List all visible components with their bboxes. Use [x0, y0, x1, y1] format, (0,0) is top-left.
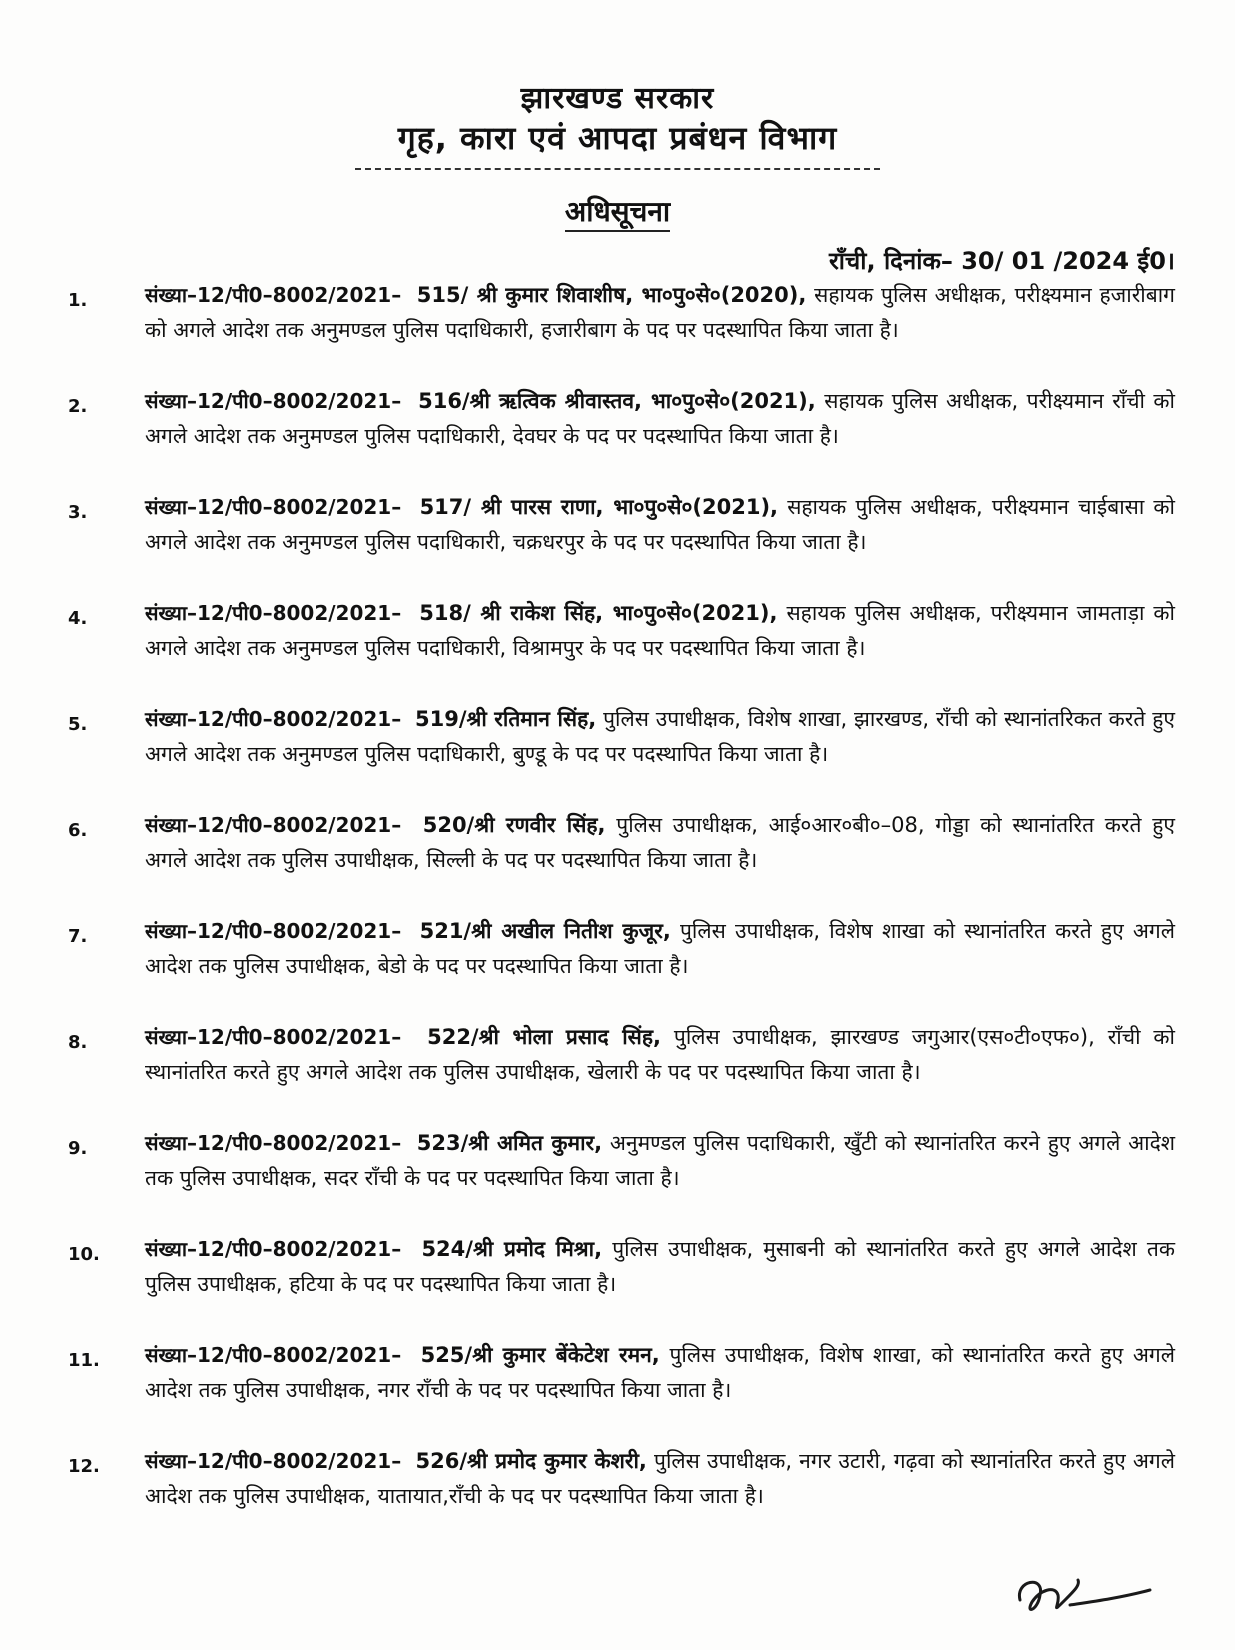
entry-text: पुलिस उपाधीक्षक, नगर उटारी, गढ़वा को स्थानांतरित करते हुए अगले आदेश तक पुलिस उपाधीक्षक, यातायात,राँची के पद पर पदस्थापित किया जाता है।: [145, 1449, 1175, 1508]
entry-text: सहायक पुलिस अधीक्षक, परीक्ष्यमान राँची को अगले आदेश तक अनुमण्डल पुलिस पदाधिकारी, देवघर के पद पर पदस्थापित किया जाता है।: [145, 389, 1175, 448]
entry-reference: संख्या–12/पी0–8002/2021–: [145, 283, 402, 307]
entry-body: [145, 596, 1175, 666]
entry-reference: संख्या–12/पी0–8002/2021–: [145, 919, 402, 943]
entry-text: सहायक पुलिस अधीक्षक, परीक्ष्यमान हजारीबाग को अगले आदेश तक अनुमण्डल पुलिस पदाधिकारी, हजारीबाग के पद पर पदस्थापित किया जाता है।: [145, 283, 1175, 342]
entry-number: 6.: [68, 820, 88, 841]
entry-number: 3.: [68, 502, 88, 523]
entry-reference: संख्या–12/पी0–8002/2021–: [145, 1449, 402, 1473]
entry-order-name: 520/श्री रणवीर सिंह,: [422, 813, 606, 837]
entry-number: 2.: [68, 396, 88, 417]
entry-number: 7.: [68, 926, 88, 947]
entry-reference: संख्या–12/पी0–8002/2021–: [145, 707, 402, 731]
entry: [0, 596, 1235, 702]
entry-body: [145, 384, 1175, 454]
entry-text: सहायक पुलिस अधीक्षक, परीक्ष्यमान जामताड़ा को अगले आदेश तक अनुमण्डल पुलिस पदाधिकारी, विश्रामपुर के पद पर पदस्थापित किया जाता है।: [145, 601, 1175, 660]
entry: [0, 490, 1235, 596]
header-divider: [355, 168, 880, 170]
entry-reference: संख्या–12/पी0–8002/2021–: [145, 601, 402, 625]
entry-body: [145, 1232, 1175, 1302]
entry-text: पुलिस उपाधीक्षक, झारखण्ड जगुआर(एस०टी०एफ०), राँची को स्थानांतरित करते हुए अगले आदेश तक पुलिस उपाधीक्षक, खेलारी के पद पर पदस्थापित किया जाता है।: [145, 1025, 1175, 1084]
entry-number: 5.: [68, 714, 88, 735]
entry-order-name: 523/श्री अमित कुमार,: [416, 1131, 603, 1155]
entry-order-name: 515/ श्री कुमार शिवाशीष, भा०पु०से०(2020),: [416, 283, 807, 307]
entry-reference: संख्या–12/पी0–8002/2021–: [145, 1025, 402, 1049]
notification-title: [0, 192, 1235, 230]
entry: [0, 384, 1235, 490]
entry-order-name: 519/श्री रतिमान सिंह,: [414, 707, 597, 731]
entry-text: पुलिस उपाधीक्षक, आई०आर०बी०–08, गोड्डा को स्थानांतरित करते हुए अगले आदेश तक पुलिस उपाधीक्षक, सिल्ली के पद पर पदस्थापित किया जाता है।: [145, 813, 1175, 872]
government-heading: झारखण्ड सरकार: [520, 81, 715, 116]
entry: [0, 1444, 1235, 1550]
entry-text: सहायक पुलिस अधीक्षक, परीक्ष्यमान चाईबासा को अगले आदेश तक अनुमण्डल पुलिस पदाधिकारी, चक्रधरपुर के पद पर पदस्थापित किया जाता है।: [145, 495, 1175, 554]
entry-body: [145, 1020, 1175, 1090]
entry-reference: संख्या–12/पी0–8002/2021–: [145, 1343, 402, 1367]
entry: [0, 1020, 1235, 1126]
entry-text: पुलिस उपाधीक्षक, विशेष शाखा, झारखण्ड, राँची को स्थानांतरिकत करते हुए अगले आदेश तक अनुमण्डल पुलिस पदाधिकारी, बुण्डू के पद पर पदस्थापित किया जाता है।: [145, 707, 1175, 766]
notification-entries: [0, 278, 1235, 1550]
entry-body: [145, 702, 1175, 772]
entry: [0, 702, 1235, 808]
entry: [0, 1126, 1235, 1232]
entry-reference: संख्या–12/पी0–8002/2021–: [145, 389, 402, 413]
department-heading: गृह, कारा एवं आपदा प्रबंधन विभाग: [397, 119, 838, 157]
entry-body: [145, 1444, 1175, 1514]
entry-reference: संख्या–12/पी0–8002/2021–: [145, 813, 402, 837]
entry-number: 11.: [68, 1350, 100, 1371]
entry-reference: संख्या–12/पी0–8002/2021–: [145, 1131, 402, 1155]
entry-text: अनुमण्डल पुलिस पदाधिकारी, खुँटी को स्थानांतरित करने हुए अगले आदेश तक पुलिस उपाधीक्षक, सदर राँची के पद पर पदस्थापित किया जाता है।: [145, 1131, 1176, 1190]
entry-number: 1.: [68, 290, 88, 311]
entry-order-name: 522/श्री भोला प्रसाद सिंह,: [427, 1025, 661, 1049]
entry: [0, 808, 1235, 914]
signature-mark: [1010, 1560, 1160, 1630]
entry-order-name: 516/श्री ऋत्विक श्रीवास्तव, भा०पु०से०(2021),: [418, 389, 816, 413]
entry-order-name: 525/श्री कुमार बेंकेटेश रमन,: [420, 1343, 660, 1367]
entry-text: पुलिस उपाधीक्षक, मुसाबनी को स्थानांतरित करते हुए अगले आदेश तक पुलिस उपाधीक्षक, हटिया के पद पर पदस्थापित किया जाता है।: [145, 1237, 1175, 1296]
entry-order-name: 524/श्री प्रमोद मिश्रा,: [421, 1237, 603, 1261]
entry-number: 4.: [68, 608, 88, 629]
entry-reference: संख्या–12/पी0–8002/2021–: [145, 1237, 402, 1261]
entry-order-name: 518/ श्री राकेश सिंह, भा०पु०से०(2021),: [419, 601, 778, 625]
entry-reference: संख्या–12/पी0–8002/2021–: [145, 495, 402, 519]
entry: [0, 278, 1235, 384]
entry-body: [145, 1338, 1175, 1408]
entry-number: 12.: [68, 1456, 100, 1477]
dateline: राँची, दिनांक– 30/ 01 /2024 ई0।: [828, 247, 1175, 275]
entry-number: 10.: [68, 1244, 100, 1265]
entry-body: [145, 808, 1175, 878]
entry: [0, 914, 1235, 1020]
entry-order-name: 521/श्री अखील नितीश कुजूर,: [419, 919, 671, 943]
entry-body: [145, 914, 1175, 984]
entry-order-name: 517/ श्री पारस राणा, भा०पु०से०(2021),: [419, 495, 779, 519]
entry-number: 9.: [68, 1138, 88, 1159]
entry-text: पुलिस उपाधीक्षक, विशेष शाखा को स्थानांतरित करते हुए अगले आदेश तक पुलिस उपाधीक्षक, बेडो के पद पर पदस्थापित किया जाता है।: [145, 919, 1175, 978]
entry-text: पुलिस उपाधीक्षक, विशेष शाखा, को स्थानांतरित करते हुए अगले आदेश तक पुलिस उपाधीक्षक, नगर राँची के पद पर पदस्थापित किया जाता है।: [145, 1343, 1175, 1402]
entry: [0, 1232, 1235, 1338]
entry-body: [145, 1126, 1175, 1196]
notification-title-text: अधिसूचना: [565, 195, 670, 232]
entry: [0, 1338, 1235, 1444]
entry-body: [145, 278, 1175, 348]
entry-body: [145, 490, 1175, 560]
entry-number: 8.: [68, 1032, 88, 1053]
entry-order-name: 526/श्री प्रमोद कुमार केशरी,: [415, 1449, 647, 1473]
